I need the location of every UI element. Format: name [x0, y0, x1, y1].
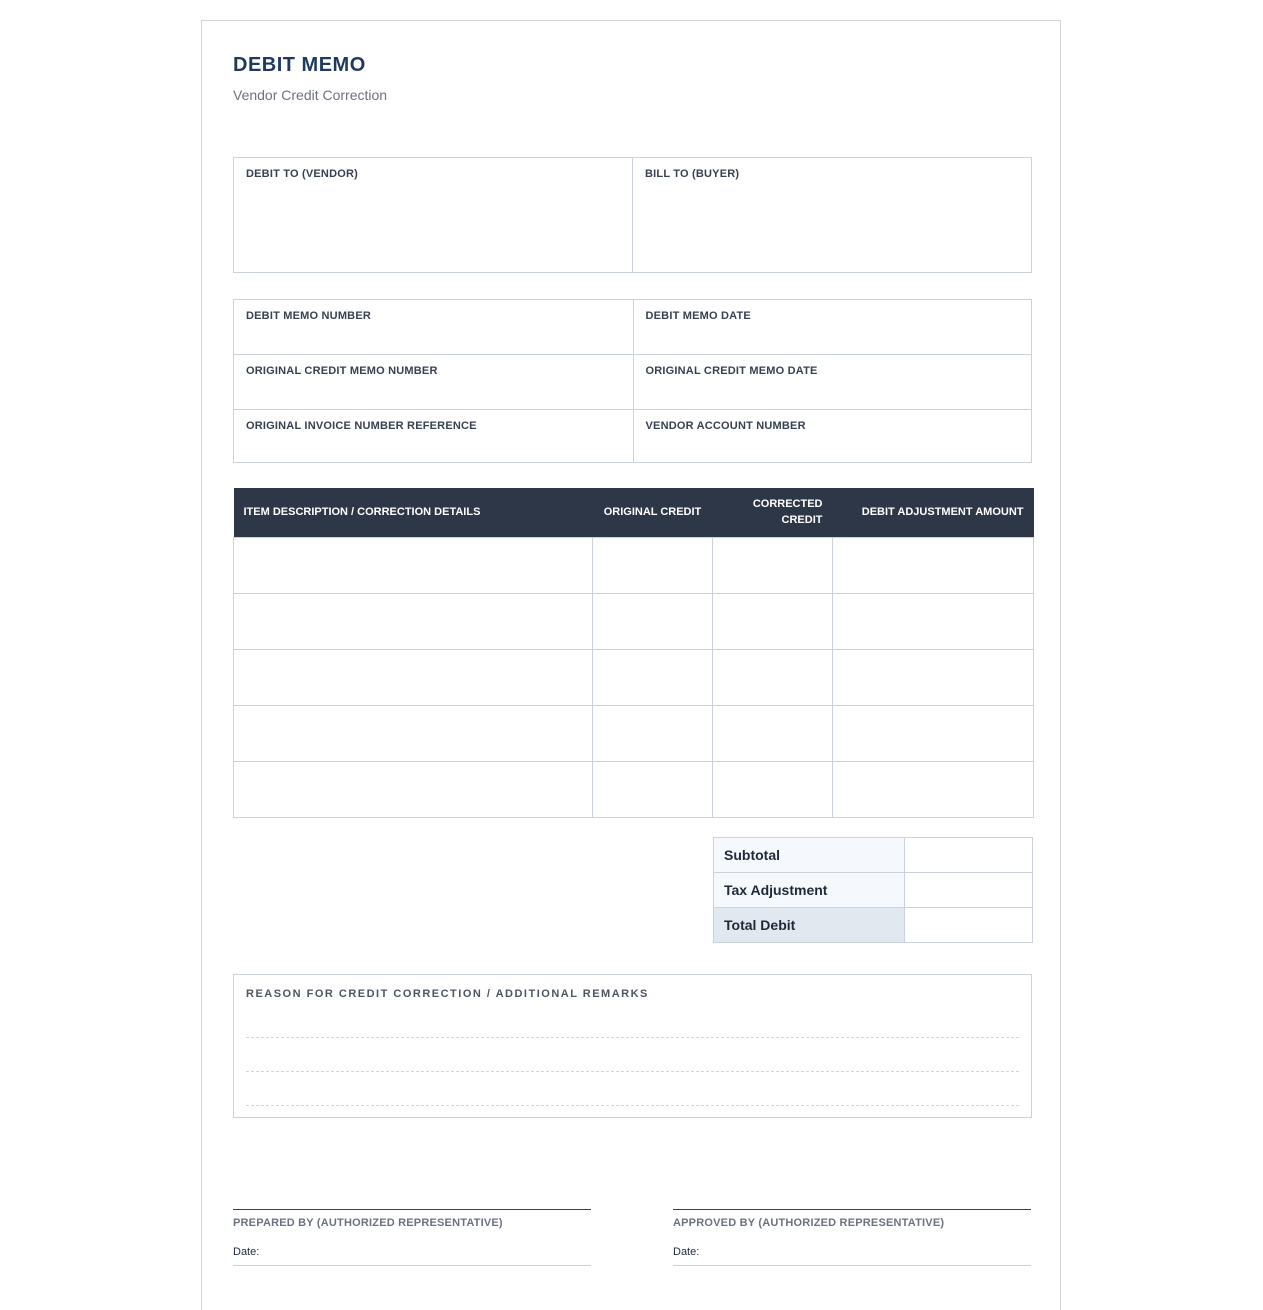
prepared-by-signature[interactable]: [233, 1209, 591, 1266]
bill-to-label: BILL TO (BUYER): [645, 168, 740, 180]
tax-adjustment-value[interactable]: [905, 873, 1033, 908]
table-cell[interactable]: [234, 761, 593, 817]
corrected-credit-text: CORRECTED CREDIT: [752, 498, 823, 527]
document-subtitle: Vendor Credit Correction: [233, 87, 388, 103]
remarks-line: [246, 1105, 1019, 1106]
table-cell[interactable]: [713, 537, 833, 593]
table-cell[interactable]: [833, 537, 1034, 593]
approved-by-signature[interactable]: [673, 1209, 1031, 1266]
subtotal-row: [714, 838, 1033, 873]
approved-date-label: Date:: [673, 1246, 1031, 1266]
total-debit-row: [714, 908, 1033, 943]
table-cell[interactable]: [833, 593, 1034, 649]
totals-table: [713, 837, 1033, 943]
table-cell[interactable]: [234, 593, 593, 649]
table-cell[interactable]: [833, 649, 1034, 705]
items-table-header: [234, 488, 1034, 537]
table-row: [234, 537, 1034, 593]
remarks-line: [246, 1071, 1019, 1072]
vendor-account-number-field[interactable]: [633, 409, 1032, 462]
remarks-line: [246, 1037, 1019, 1038]
table-cell[interactable]: [833, 705, 1034, 761]
bill-to-buyer-box[interactable]: [632, 158, 1031, 272]
table-cell[interactable]: [234, 705, 593, 761]
items-table: [233, 488, 1034, 818]
document-title: DEBIT MEMO: [233, 54, 366, 76]
approved-by-label: APPROVED BY (AUTHORIZED REPRESENTATIVE): [673, 1217, 945, 1229]
table-cell[interactable]: [234, 537, 593, 593]
column-header-corrected-credit: [713, 488, 833, 537]
tax-adjustment-label: Tax Adjustment: [714, 873, 905, 908]
total-debit-label: Total Debit: [714, 908, 905, 943]
subtotal-label: Subtotal: [714, 838, 905, 873]
original-credit-memo-date-field[interactable]: [633, 354, 1032, 409]
table-cell[interactable]: [593, 593, 713, 649]
table-cell[interactable]: [713, 761, 833, 817]
column-header-debit-adjustment: DEBIT ADJUSTMENT AMOUNT: [833, 488, 1034, 537]
table-row: [234, 649, 1034, 705]
debit-memo-date-label: DEBIT MEMO DATE: [645, 310, 751, 322]
original-credit-memo-number-label: ORIGINAL CREDIT MEMO NUMBER: [246, 365, 438, 377]
original-credit-memo-number-field[interactable]: [234, 354, 633, 409]
vendor-account-number-label: VENDOR ACCOUNT NUMBER: [645, 420, 806, 432]
table-cell[interactable]: [833, 761, 1034, 817]
signature-line: [233, 1209, 591, 1210]
debit-memo-page: [201, 20, 1061, 1310]
table-cell[interactable]: [593, 649, 713, 705]
prepared-date-label: Date:: [233, 1246, 591, 1266]
column-header-original-credit: ORIGINAL CREDIT: [593, 488, 713, 537]
debit-memo-number-label: DEBIT MEMO NUMBER: [246, 310, 372, 322]
table-cell[interactable]: [593, 705, 713, 761]
table-cell[interactable]: [593, 761, 713, 817]
memo-details-grid: [233, 299, 1032, 463]
remarks-label: REASON FOR CREDIT CORRECTION / ADDITIONAL REMARKS: [246, 988, 649, 1000]
total-debit-value[interactable]: [905, 908, 1033, 943]
debit-to-label: DEBIT TO (VENDOR): [246, 168, 358, 180]
original-invoice-number-field[interactable]: [234, 409, 633, 462]
table-cell[interactable]: [713, 705, 833, 761]
table-cell[interactable]: [713, 593, 833, 649]
party-boxes: [233, 157, 1032, 273]
table-cell[interactable]: [234, 649, 593, 705]
original-invoice-number-label: ORIGINAL INVOICE NUMBER REFERENCE: [246, 420, 477, 432]
subtotal-value[interactable]: [905, 838, 1033, 873]
debit-to-vendor-box[interactable]: [234, 158, 632, 272]
original-credit-memo-date-label: ORIGINAL CREDIT MEMO DATE: [645, 365, 818, 377]
table-cell[interactable]: [593, 537, 713, 593]
debit-memo-date-field[interactable]: [633, 300, 1032, 354]
table-row: [234, 705, 1034, 761]
prepared-by-label: PREPARED BY (AUTHORIZED REPRESENTATIVE): [233, 1217, 503, 1229]
debit-memo-number-field[interactable]: [234, 300, 633, 354]
table-row: [234, 761, 1034, 817]
column-header-description: ITEM DESCRIPTION / CORRECTION DETAILS: [234, 488, 593, 537]
table-cell[interactable]: [713, 649, 833, 705]
tax-adjustment-row: [714, 873, 1033, 908]
remarks-box[interactable]: [233, 974, 1032, 1118]
table-row: [234, 593, 1034, 649]
signature-line: [673, 1209, 1031, 1210]
